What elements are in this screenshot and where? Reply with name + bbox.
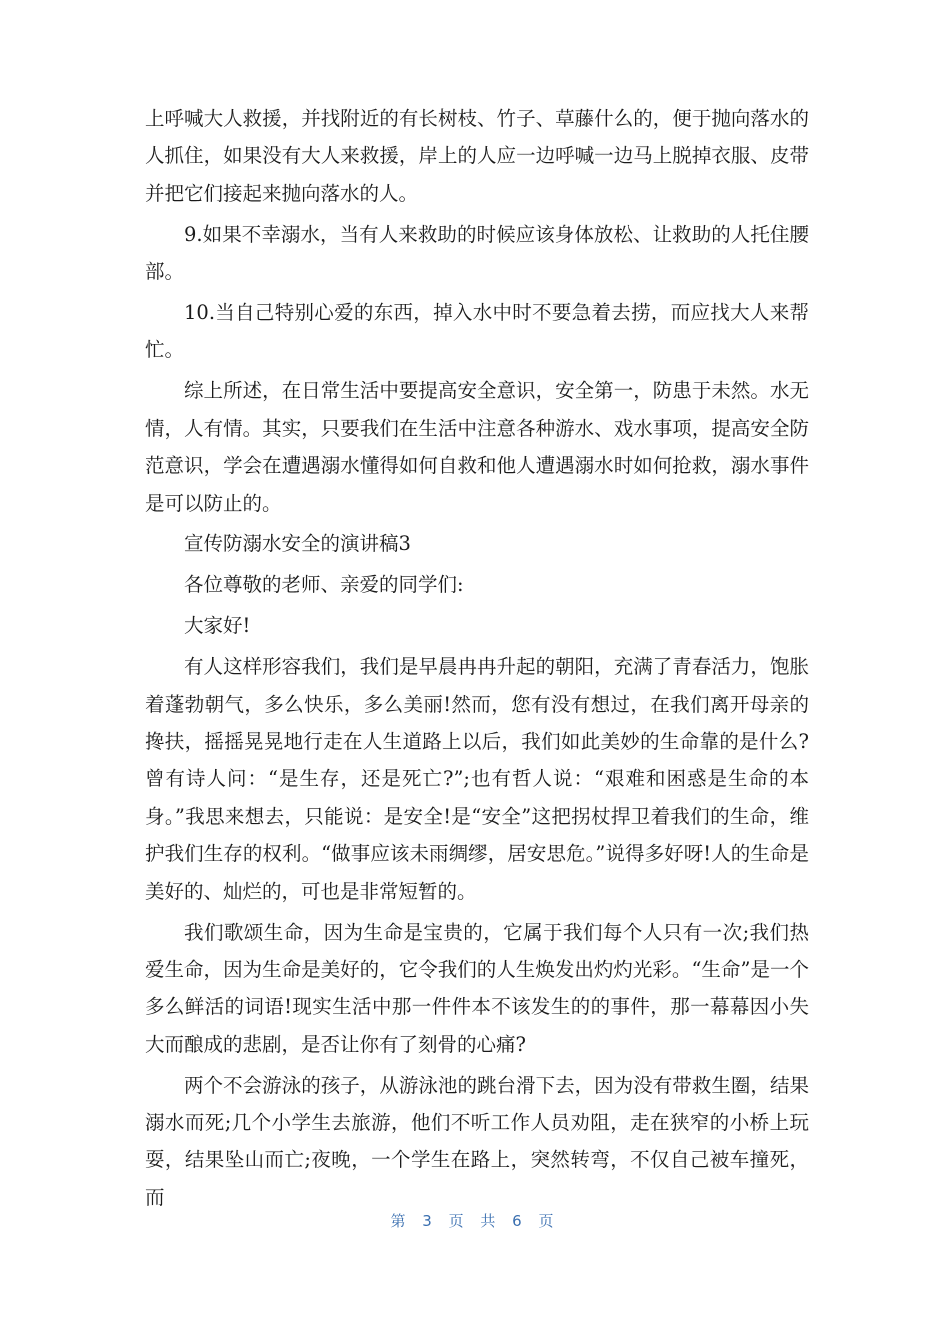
paragraph: 10.当自己特别心爱的东西，掉入水中时不要急着去捞，而应找大人来帮忙。	[145, 301, 809, 362]
paragraph: 综上所述，在日常生活中要提高安全意识，安全第一，防患于未然。水无情，人有情。其实，只要我们在生活中注意各种游水、戏水事项，提高安全防范意识，学会在遭遇溺水懂得如何自救和他人遭遇溺水时如何抢救，溺水事件是可以防止的。	[145, 379, 809, 515]
page-number-footer: 第 3 页 共 6 页	[390, 1212, 560, 1230]
paragraph: 有人这样形容我们，我们是早晨冉冉升起的朝阳，充满了青春活力，饱胀着蓬勃朝气，多么快乐，多么美丽!然而，您有没有想过，在我们离开母亲的搀扶，摇摇晃晃地行走在人生道路上以后，我们如此美妙的生命靠的是什么?曾有诗人问：“是生存，还是死亡?”;也有哲人说：“艰难和困惑是生命的本身。”我思来想去，只能说：是安全!是“安全”这把拐杖捍卫着我们的生命，维护我们生存的权利。“做事应该未雨绸缪，居安思危。”说得多好呀!人的生命是美好的、灿烂的，可也是非常短暂的。	[145, 655, 809, 903]
section-title: 宣传防溺水安全的演讲稿3	[184, 532, 411, 556]
paragraph: 上呼喊大人救援，并找附近的有长树枝、竹子、草藤什么的，便于抛向落水的人抓住，如果没有大人来救援，岸上的人应一边呼喊一边马上脱掉衣服、皮带并把它们接起来抛向落水的人。	[145, 107, 809, 205]
paragraph: 两个不会游泳的孩子，从游泳池的跳台滑下去，因为没有带救生圈，结果溺水而死;几个小学生去旅游，他们不听工作人员劝阻，走在狭窄的小桥上玩耍，结果坠山而亡;夜晚，一个学生在路上，突然转弯，不仅自己被车撞死，而	[145, 1073, 809, 1209]
greeting: 大家好!	[184, 614, 251, 638]
paragraph: 9.如果不幸溺水，当有人来救助的时候应该身体放松、让救助的人托住腰部。	[145, 222, 809, 284]
paragraph: 我们歌颂生命，因为生命是宝贵的，它属于我们每个人只有一次;我们热爱生命，因为生命是美好的，它令我们的人生焕发出灼灼光彩。“生命”是一个多么鲜活的词语!现实生活中那一件件本不该发生的的事件，那一幕幕因小失大而酿成的悲剧，是否让你有了刻骨的心痛?	[145, 920, 809, 1056]
salutation: 各位尊敬的老师、亲爱的同学们:	[184, 573, 464, 597]
document-body	[145, 100, 809, 1216]
